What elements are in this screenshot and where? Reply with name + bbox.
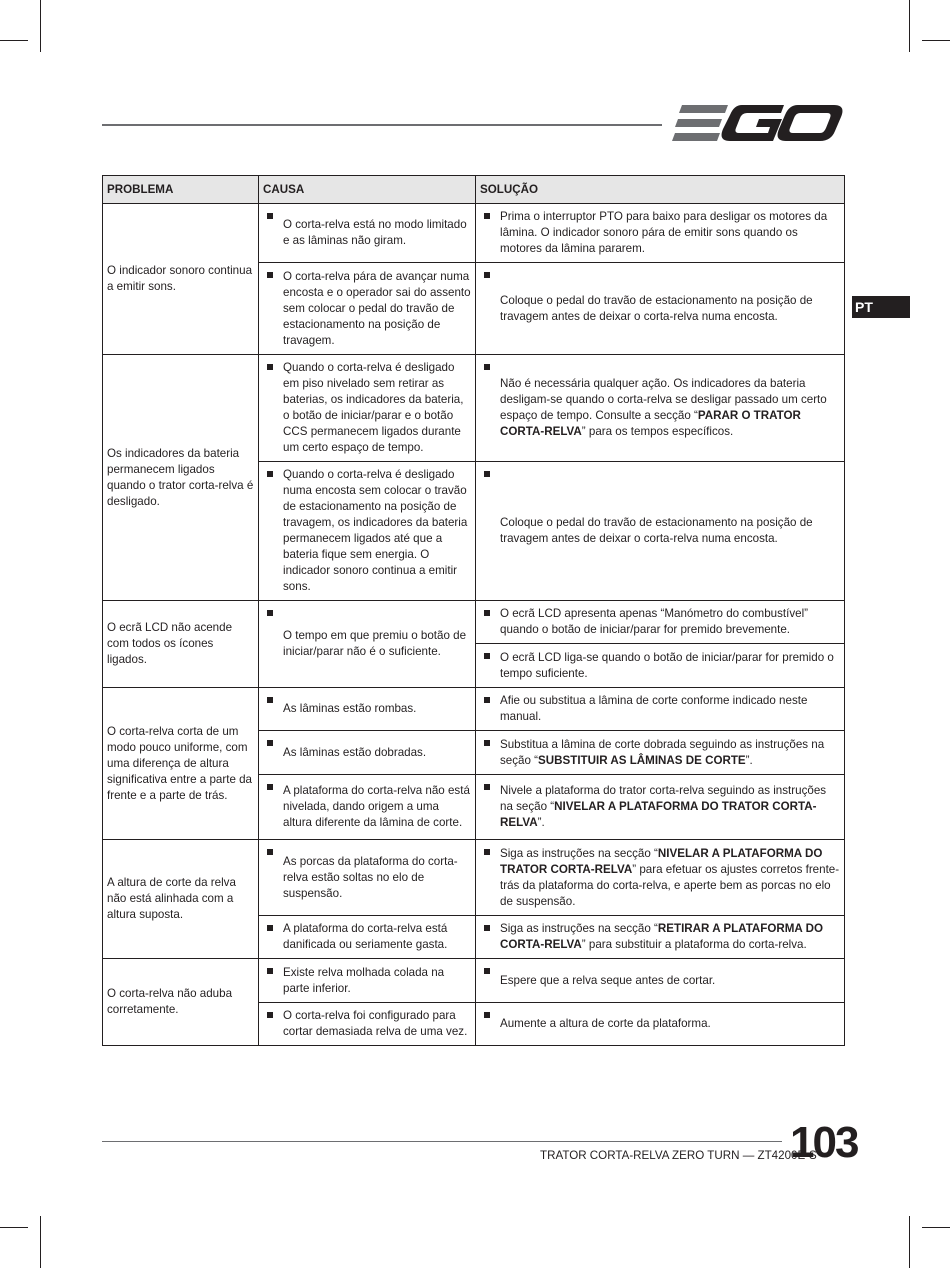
crop-mark — [40, 1216, 41, 1268]
solution-cell — [476, 775, 845, 840]
table-row — [103, 959, 845, 1003]
section-reference: NIVELAR A PLATAFORMA DO TRATOR CORTA-RELVA — [500, 846, 823, 876]
table-row — [103, 688, 845, 731]
problem-cell: O indicador sonoro continua a emitir sons. — [103, 204, 259, 355]
solution-text: ” para efetuar os ajustes corretos frente-trás da plataforma do corta-relva, e aperte bem as porcas no elo de suspensão. — [500, 862, 840, 908]
solution-cell: O ecrã LCD apresenta apenas “Manómetro do combustível” quando o botão de iniciar/parar for premido brevemente. — [476, 601, 845, 644]
cause-cell: As lâminas estão dobradas. — [259, 731, 476, 775]
table-row — [103, 601, 845, 644]
footer-rule — [102, 1141, 782, 1142]
cause-cell: A plataforma do corta-relva não está nivelada, dando origem a uma altura diferente da lâmina de corte. — [259, 775, 476, 840]
header-rule — [102, 124, 662, 126]
problem-cell: O corta-relva não aduba corretamente. — [103, 959, 259, 1046]
solution-text: ”. — [745, 753, 753, 767]
solution-cell: Afie ou substitua a lâmina de corte conforme indicado neste manual. — [476, 688, 845, 731]
problem-cell: A altura de corte da relva não está alinhada com a altura suposta. — [103, 840, 259, 959]
solution-cell: Coloque o pedal do travão de estacionamento na posição de travagem antes de deixar o corta-relva numa encosta. — [476, 263, 845, 355]
table-row — [103, 840, 845, 916]
solution-cell: Coloque o pedal do travão de estacionamento na posição de travagem antes de deixar o corta-relva numa encosta. — [476, 462, 845, 601]
solution-cell: O ecrã LCD liga-se quando o botão de iniciar/parar for premido o tempo suficiente. — [476, 644, 845, 688]
section-reference: NIVELAR A PLATAFORMA DO TRATOR CORTA-RELVA — [500, 800, 817, 829]
section-reference: SUBSTITUIR AS LÂMINAS DE CORTE — [538, 753, 746, 767]
cause-cell: As porcas da plataforma do corta-relva estão soltas no elo de suspensão. — [259, 840, 476, 916]
cause-cell: O corta-relva pára de avançar numa encosta e o operador sai do assento sem colocar o pedal do travão de estacionamento na posição de travagem. — [259, 263, 476, 355]
solution-cell — [476, 355, 845, 462]
solution-cell — [476, 916, 845, 959]
solution-text: Siga as instruções na secção “ — [500, 846, 658, 860]
solution-cell: Aumente a altura de corte da plataforma. — [476, 1003, 845, 1046]
header-problem: PROBLEMA — [103, 176, 259, 204]
table-row — [103, 355, 845, 462]
solution-cell: Espere que a relva seque antes de cortar. — [476, 959, 845, 1003]
solution-text: Não é necessária qualquer ação. Os indicadores da bateria desligam-se quando o corta-relva se desligar passado um certo espaço de tempo. Consulte a secção “ — [500, 377, 827, 422]
solution-cell: Prima o interruptor PTO para baixo para desligar os motores da lâmina. O indicador sonoro pára de emitir sons quando os motores da lâmina pararem. — [476, 204, 845, 263]
section-reference: RETIRAR A PLATAFORMA DO CORTA-RELVA — [500, 922, 823, 951]
solution-text: ”. — [537, 816, 545, 829]
solution-cell — [476, 840, 845, 916]
cause-cell: Quando o corta-relva é desligado em piso nivelado sem retirar as baterias, os indicadores da bateria, o botão de iniciar/parar e o botão CCS permanecem ligados durante um certo espaço de tempo. — [259, 355, 476, 462]
cause-cell: As lâminas estão rombas. — [259, 688, 476, 731]
cause-cell: A plataforma do corta-relva está danificada ou seriamente gasta. — [259, 916, 476, 959]
crop-mark — [922, 1227, 950, 1228]
cause-cell: O corta-relva está no modo limitado e as lâminas não giram. — [259, 204, 476, 263]
language-tab: PT — [852, 296, 910, 318]
crop-mark — [0, 40, 28, 41]
cause-cell: O tempo em que premiu o botão de iniciar/parar não é o suficiente. — [259, 601, 476, 688]
page-number: 103 — [790, 1118, 858, 1167]
solution-text: ” para substituir a plataforma do corta-relva. — [581, 938, 807, 951]
table-header-row — [103, 176, 845, 204]
crop-mark — [922, 40, 950, 41]
solution-cell — [476, 731, 845, 775]
problem-cell: Os indicadores da bateria permanecem ligados quando o trator corta-relva é desligado. — [103, 355, 259, 601]
crop-mark — [40, 0, 41, 52]
problem-cell: O corta-relva corta de um modo pouco uniforme, com uma diferença de altura significativa entre a parte da frente e a parte de trás. — [103, 688, 259, 840]
cause-cell: Quando o corta-relva é desligado numa encosta sem colocar o travão de estacionamento na posição de travagem, os indicadores da bateria permanecem ligados até que a bateria fique sem energia. O indicador sonoro continua a emitir sons. — [259, 462, 476, 601]
solution-text: Substitua a lâmina de corte dobrada seguindo as instruções na seção “ — [500, 737, 825, 767]
crop-mark — [909, 0, 910, 52]
solution-text: Nivele a plataforma do trator corta-relva seguindo as instruções na seção “ — [500, 784, 827, 813]
footer-title: TRATOR CORTA-RELVA ZERO TURN — ZT4200E-S — [540, 1149, 817, 1162]
ego-logo — [672, 103, 844, 143]
problem-cell: O ecrã LCD não acende com todos os ícones ligados. — [103, 601, 259, 688]
solution-text: ” para os tempos específicos. — [581, 425, 734, 438]
section-reference: PARAR O TRATOR CORTA-RELVA — [500, 409, 801, 438]
header-cause: CAUSA — [259, 176, 476, 204]
crop-mark — [909, 1216, 910, 1268]
cause-cell: Existe relva molhada colada na parte inferior. — [259, 959, 476, 1003]
troubleshooting-table — [102, 175, 845, 1046]
crop-mark — [0, 1227, 28, 1228]
solution-text: Siga as instruções na secção “ — [500, 922, 658, 935]
header-solution: SOLUÇÃO — [476, 176, 845, 204]
cause-cell: O corta-relva foi configurado para cortar demasiada relva de uma vez. — [259, 1003, 476, 1046]
table-row — [103, 204, 845, 263]
